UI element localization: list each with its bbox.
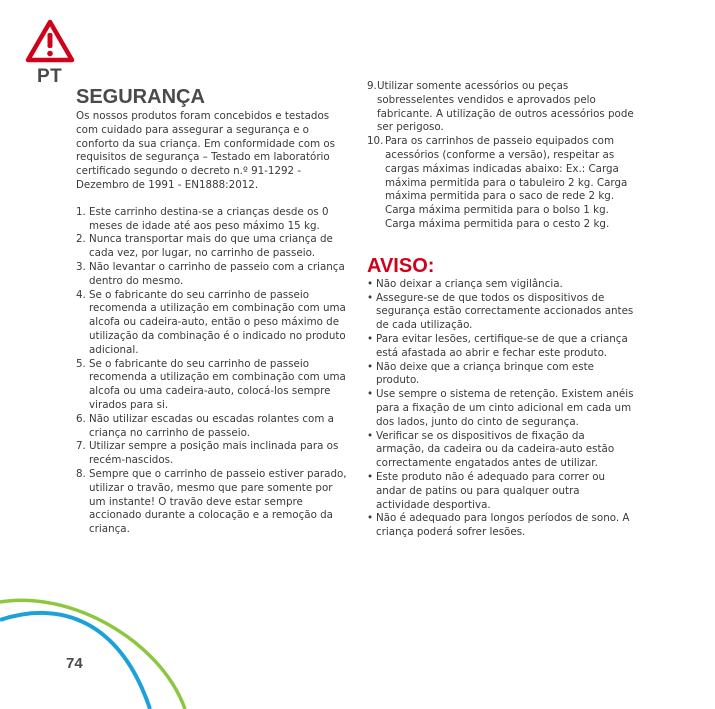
safety-section xyxy=(76,84,348,537)
language-code: PT xyxy=(37,66,63,87)
safety-list-continued xyxy=(367,80,635,232)
list-item: 8. Sempre que o carrinho de passeio estiver parado, utilizar o travão, mesmo que pare somente por um instante! O travão deve estar sempre accionado durante a colocação e a remoção da criança. xyxy=(76,467,347,536)
warning-heading: AVISO: xyxy=(367,254,435,277)
list-item: 10. Para os carrinhos de passeio equipados com acessórios (conforme a versão), respeitar as cargas máximas indicadas abaixo: Ex.: Carga máxima permitida para o tabuleiro 2 kg. Carga máxima permitida para o saco de rede 2 kg. Carga máxima permitida para o bolso 1 kg. Carga máxima permitida para o cesto 2 kg. xyxy=(367,135,628,230)
list-item: 7. Utilizar sempre a posição mais inclinada para os recém-nascidos. xyxy=(76,440,339,467)
safety-list xyxy=(76,206,348,537)
list-item: • Use sempre o sistema de retenção. Existem anéis para a fixação de um cinto adicional em cada um dos lados, junto do cinto de segurança. xyxy=(367,388,634,428)
safety-continued-section xyxy=(367,80,635,540)
list-item: • Para evitar lesões, certifique-se de que a criança está afastada ao abrir e fechar este produto. xyxy=(367,332,628,359)
list-item: • Verificar se os dispositivos de fixação da armação, da cadeira ou da cadeira-auto estão correctamente engatados antes de utilizar. xyxy=(367,429,615,470)
page-number: 74 xyxy=(66,655,83,672)
list-item: • Não deixe que a criança brinque com este produto. xyxy=(367,360,594,387)
list-item: • Não deixar a criança sem vigilância. xyxy=(367,277,563,290)
list-item: • Assegure-se de que todos os dispositivos de segurança estão correctamente accionados antes de cada utilização. xyxy=(367,291,634,332)
decorative-swoosh xyxy=(0,580,200,709)
warning-triangle-icon xyxy=(24,18,76,64)
safety-heading: SEGURANÇA xyxy=(76,86,205,108)
list-item: • Não é adequado para longos períodos de sono. A criança poderá sofrer lesões. xyxy=(367,512,630,539)
warning-list xyxy=(367,278,635,540)
list-item: 6. Não utilizar escadas ou escadas rolantes com a criança no carrinho de passeio. xyxy=(76,412,334,439)
list-item: 3. Não levantar o carrinho de passeio com a criança dentro do mesmo. xyxy=(76,260,345,287)
list-item: 2. Nunca transportar mais do que uma criança de cada vez, por lugar, no carrinho de passeio. xyxy=(76,233,333,260)
list-item: 5. Se o fabricante do seu carrinho de passeio recomenda a utilização em combinação com uma alcofa ou uma cadeira-auto, colocá-los sempre virados para si. xyxy=(76,357,346,411)
list-item: 1. Este carrinho destina-se a crianças desde os 0 meses de idade até aos peso máximo 15 kg. xyxy=(76,205,329,232)
list-item: 9. Utilizar somente acessórios ou peças sobresselentes vendidos e aprovados pelo fabricante. A utilização de outros acessórios pode ser perigoso. xyxy=(367,80,634,134)
list-item: • Este produto não é adequado para correr ou andar de patins ou para qualquer outra actividade desportiva. xyxy=(367,470,606,511)
safety-intro: Os nossos produtos foram concebidos e testados com cuidado para assegurar a segurança e o conforto da sua criança. Em conformidade com os requisitos de segurança – Testado em laboratório certificado segundo o decreto n.º 91-1292 - Dezembro de 1991 - EN1888:2012. xyxy=(76,110,336,191)
list-item: 4. Se o fabricante do seu carrinho de passeio recomenda a utilização em combinação com uma alcofa ou cadeira-auto, então o peso máximo de utilização da combinação é o indicado no produto adicional. xyxy=(76,288,346,356)
